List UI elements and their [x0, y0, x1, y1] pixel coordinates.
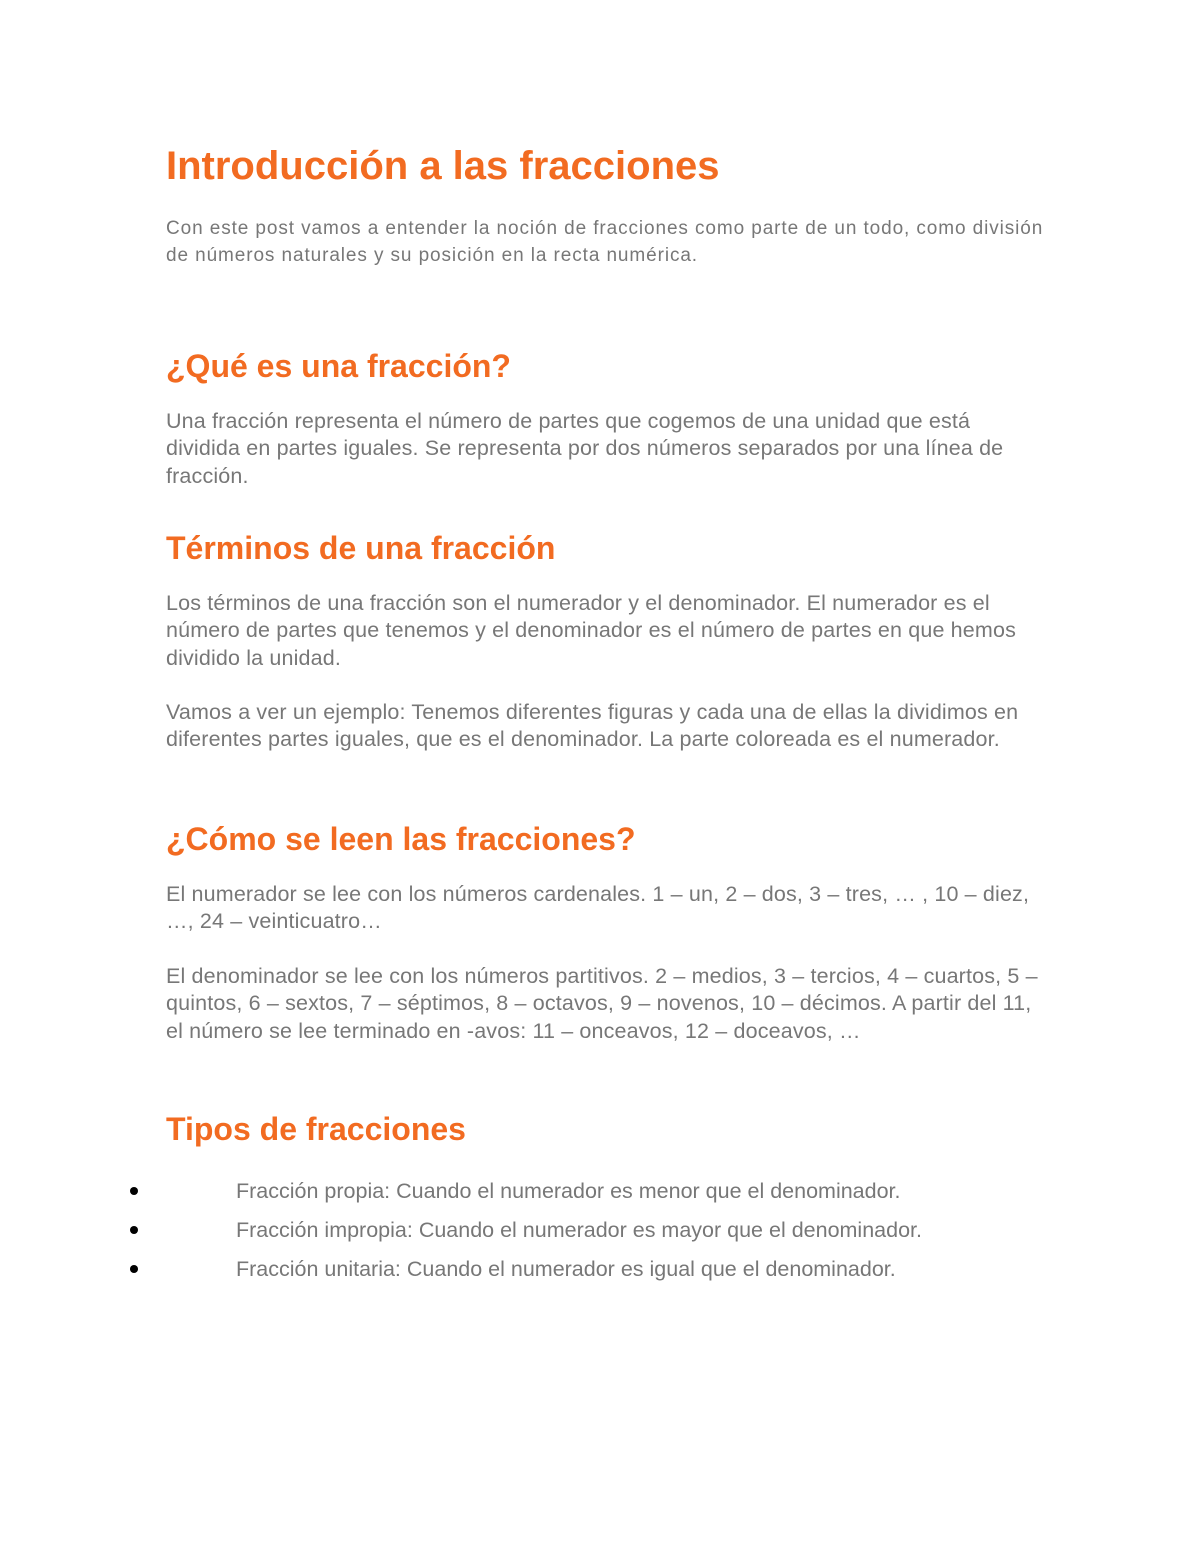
list-item-text: Fracción unitaria: Cuando el numerador es igual que el denominador. [236, 1257, 896, 1281]
list-item [0, 1250, 1200, 1289]
list-item [0, 1172, 1200, 1211]
section-paragraph: El denominador se lee con los números partitivos. 2 – medios, 3 – tercios, 4 – cuartos, 5 – quintos, 6 – sextos, 7 – séptimos, 8 – octavos, 9 – novenos, 10 – décimos. A partir del 11, el número se lee terminado en -avos: 11 – onceavos, 12 – doceavos, … [166, 964, 1038, 1043]
section-heading-como-se-leen: ¿Cómo se leen las fracciones? [166, 821, 636, 857]
bullet-icon [130, 1187, 138, 1195]
section-paragraph: Vamos a ver un ejemplo: Tenemos diferentes figuras y cada una de ellas la dividimos en diferentes partes iguales, que es el denominador. La parte coloreada es el numerador. [166, 700, 1019, 752]
list-item [0, 1211, 1200, 1250]
list-item-text: Fracción propia: Cuando el numerador es menor que el denominador. [236, 1179, 901, 1203]
bullet-icon [130, 1226, 138, 1234]
section-heading-tipos: Tipos de fracciones [166, 1111, 466, 1147]
list-item-text: Fracción impropia: Cuando el numerador es mayor que el denominador. [236, 1218, 922, 1242]
section-paragraph: Los términos de una fracción son el numerador y el denominador. El numerador es el número de partes que tenemos y el denominador es el número de partes en que hemos dividido la unidad. [166, 591, 1016, 670]
section-paragraph: Una fracción representa el número de partes que cogemos de una unidad que está dividida en partes iguales. Se representa por dos números separados por una línea de fracción. [166, 409, 1004, 488]
intro-paragraph: Con este post vamos a entender la noción de fracciones como parte de un todo, como división de números naturales y su posición en la recta numérica. [166, 218, 1044, 266]
fraction-types-list [0, 1172, 1200, 1289]
bullet-icon [130, 1265, 138, 1273]
section-heading-que-es: ¿Qué es una fracción? [166, 348, 511, 384]
section-paragraph: El numerador se lee con los números cardenales. 1 – un, 2 – dos, 3 – tres, … , 10 – diez, …, 24 – veinticuatro… [166, 882, 1030, 934]
page-title: Introducción a las fracciones [166, 144, 720, 188]
section-heading-terminos: Términos de una fracción [166, 530, 556, 566]
